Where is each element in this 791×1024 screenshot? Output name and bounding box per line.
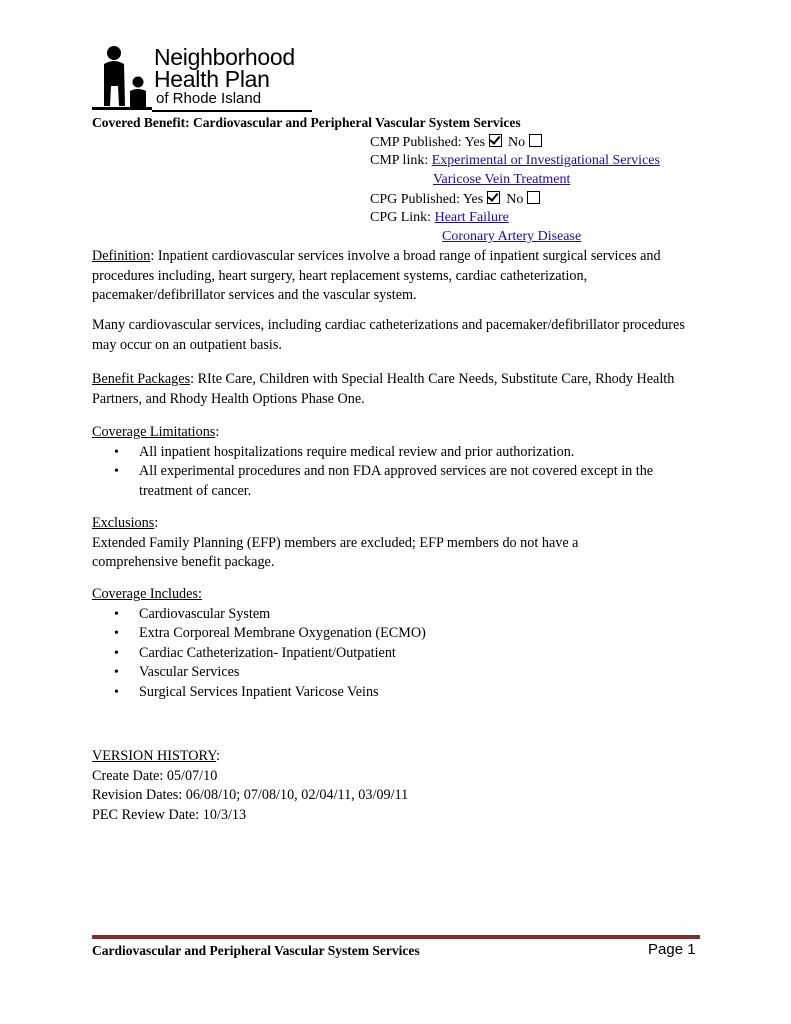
cpg-no-label: No	[506, 192, 524, 207]
cmp-published-label: CMP Published: Yes	[370, 135, 486, 150]
coverage-limitations-section: Coverage Limitations: • All inpatient hospitalizations require medical review and prior authorization. • All experimental procedures and non FDA approved services are not covered except in the treatment of cancer.	[92, 423, 704, 501]
cpg-link-row-2	[442, 229, 581, 245]
cmp-link-label: CMP link:	[370, 153, 429, 168]
coverage-includes-section	[92, 585, 704, 702]
benefit-packages-paragraph	[92, 370, 704, 409]
checked-checkbox-icon	[487, 191, 500, 204]
cmp-no-label: No	[508, 135, 526, 150]
definition-heading: Definition	[92, 248, 151, 264]
coverage-includes-list	[92, 605, 704, 703]
unchecked-checkbox-icon	[529, 134, 542, 147]
list-item: • Surgical Services Inpatient Varicose Veins	[92, 683, 704, 703]
cpg-published-label: CPG Published: Yes	[370, 192, 484, 207]
list-item: • All inpatient hospitalizations require medical review and prior authorization.	[92, 443, 704, 463]
create-date: Create Date: 05/07/10	[92, 767, 218, 784]
list-item: • Cardiovascular System	[92, 605, 704, 625]
family-silhouette-logo	[92, 44, 156, 112]
cpg-link-label: CPG Link:	[370, 210, 432, 225]
cmp-link-row-2	[433, 172, 570, 188]
page-number: Page 1	[648, 941, 696, 958]
logo-underline	[152, 110, 312, 112]
logo-line-1: Neighborhood	[154, 44, 295, 70]
cpg-link-row	[370, 210, 509, 226]
coverage-limitations-list	[92, 443, 704, 502]
checked-checkbox-icon	[489, 134, 502, 147]
benefit-packages-text: : RIte Care, Children with Special Health Care Needs, Substitute Care, Rhody Health Partners, and Rhody Health Options Phase One.	[92, 371, 675, 407]
unchecked-checkbox-icon	[527, 191, 540, 204]
document-title: Covered Benefit: Cardiovascular and Peripheral Vascular System Services	[92, 115, 521, 130]
link-varicose-vein-treatment[interactable]: Varicose Vein Treatment	[433, 172, 571, 187]
coverage-limitations-heading: Coverage Limitations	[92, 424, 216, 440]
footer-title: Cardiovascular and Peripheral Vascular System Services	[92, 943, 420, 958]
cmp-link-row	[370, 153, 660, 169]
nhp-logo	[92, 44, 316, 112]
definition-text: : Inpatient cardiovascular services involve a broad range of inpatient surgical services and procedures including, heart surgery, heart replacement systems, cardiac catheterization, pacemaker/defibrillator services and the vascular system.	[92, 248, 661, 303]
list-item: • Extra Corporeal Membrane Oxygenation (ECMO)	[92, 624, 704, 644]
exclusions-text: Extended Family Planning (EFP) members are excluded; EFP members do not have a comprehensive benefit package.	[92, 534, 579, 570]
footer-divider	[92, 935, 700, 939]
cpg-published-row	[370, 191, 546, 208]
exclusions-heading: Exclusions	[92, 515, 155, 531]
revision-dates: Revision Dates: 06/08/10; 07/08/10, 02/04/11, 03/09/11	[92, 787, 409, 803]
link-coronary-artery-disease[interactable]: Coronary Artery Disease	[442, 229, 582, 244]
benefit-packages-heading: Benefit Packages	[92, 371, 191, 387]
logo-line-2: Health Plan	[154, 66, 270, 92]
list-item: • Vascular Services	[92, 663, 704, 683]
link-heart-failure[interactable]: Heart Failure	[434, 210, 509, 225]
outpatient-paragraph: Many cardiovascular services, including cardiac catheterizations and pacemaker/defibrillator procedures may occur on an outpatient basis.	[92, 317, 685, 353]
version-history-section: VERSION HISTORY: Create Date: 05/07/10 Revision Dates: 06/08/10; 07/08/10, 02/04/11, 03/09/11 PEC Review Date: 10/3/13	[92, 747, 704, 825]
logo-line-3: of Rhode Island	[156, 90, 262, 107]
list-item: • All experimental procedures and non FDA approved services are not covered except in the treatment of cancer.	[92, 462, 704, 501]
list-item: • Cardiac Catheterization- Inpatient/Outpatient	[92, 644, 704, 664]
pec-review-date: PEC Review Date: 10/3/13	[92, 806, 247, 823]
coverage-includes-heading: Coverage Includes:	[92, 586, 202, 602]
exclusions-section: Exclusions: Extended Family Planning (EFP) members are excluded; EFP members do not have a comprehensive benefit package.	[92, 514, 704, 573]
link-experimental-investigational[interactable]: Experimental or Investigational Services	[431, 153, 660, 168]
definition-paragraph	[92, 247, 704, 306]
version-history-heading: VERSION HISTORY	[92, 748, 217, 764]
cmp-published-row	[370, 134, 548, 151]
